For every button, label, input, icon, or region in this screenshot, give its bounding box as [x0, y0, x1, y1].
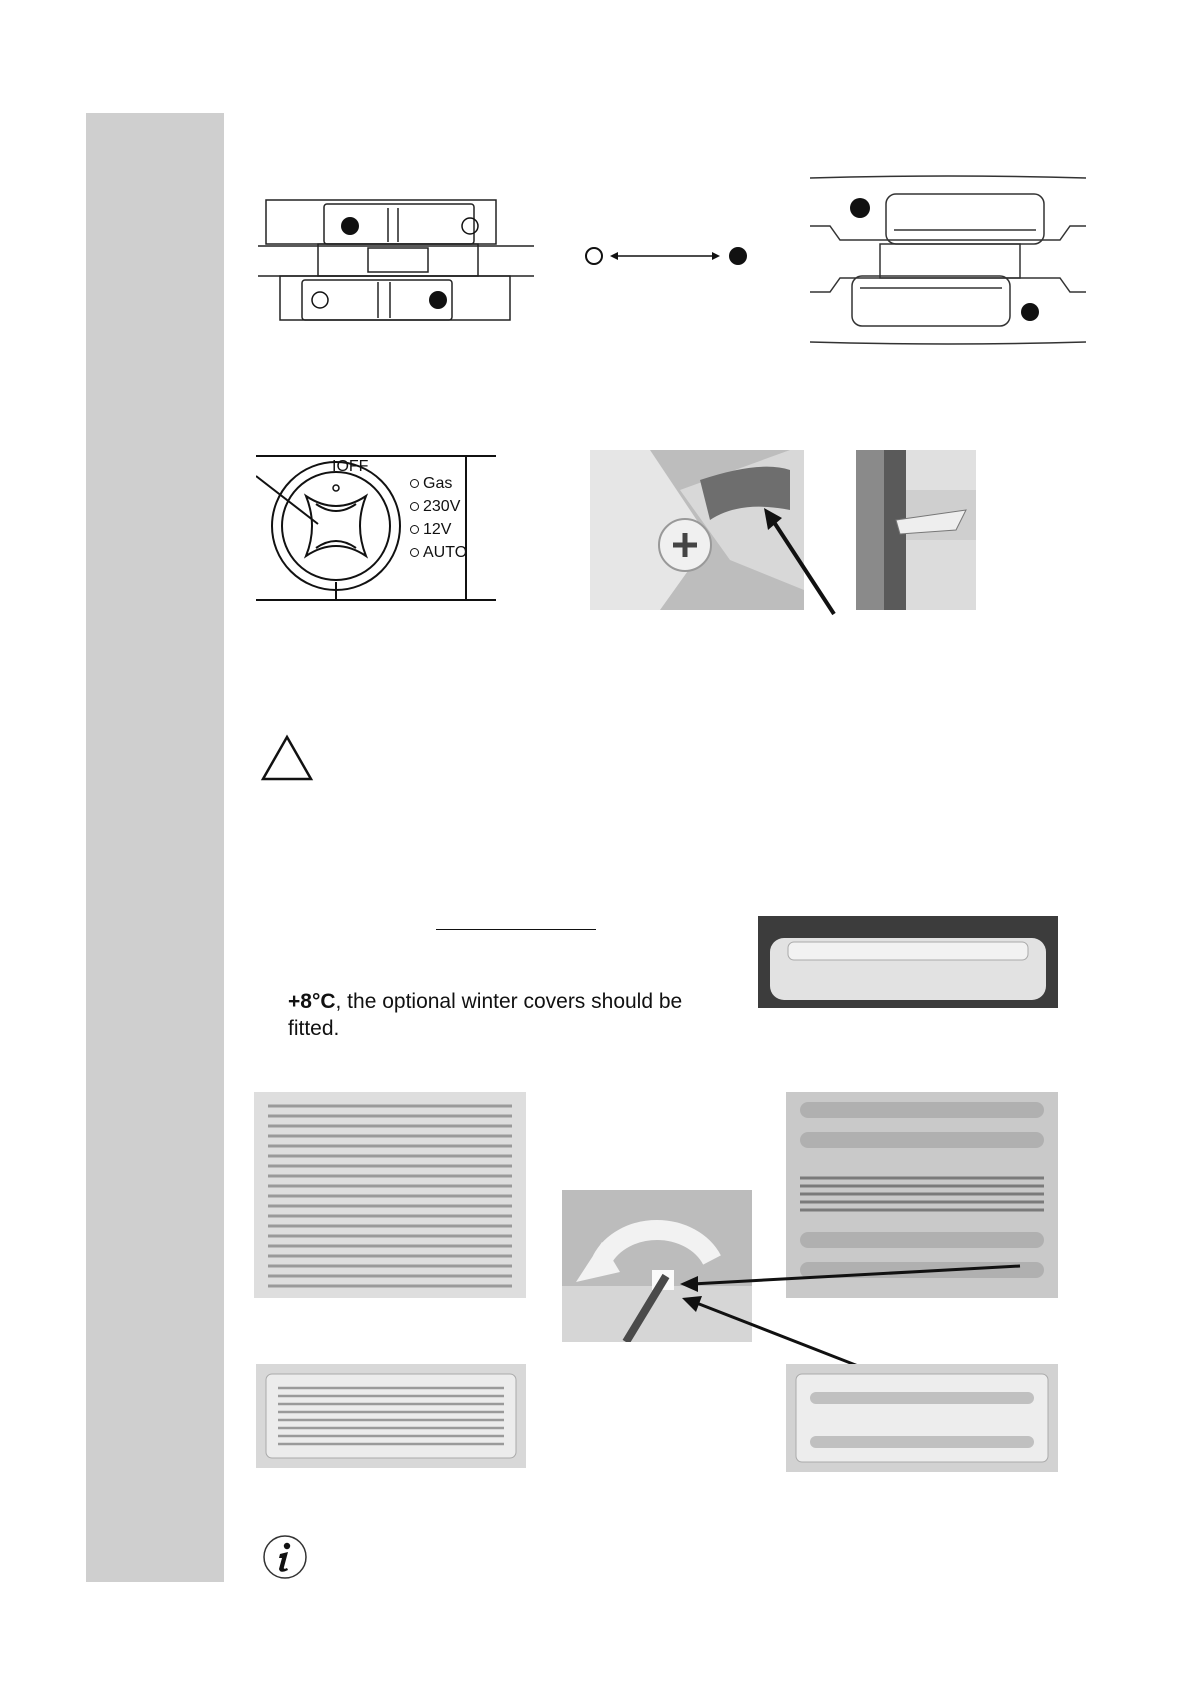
hinge-side-photo	[856, 450, 976, 610]
info-icon	[262, 1534, 308, 1580]
sidebar-band	[86, 113, 224, 1582]
ventilation-grille-photo	[254, 1092, 526, 1298]
pointer-arrow	[760, 508, 840, 618]
underline-rule	[436, 929, 596, 930]
winter-cover-photo	[758, 916, 1058, 1008]
dial-option-12v: 12V	[410, 518, 467, 541]
dial-option-gas: Gas	[410, 472, 467, 495]
hinge-diagram-right	[810, 174, 1086, 346]
small-grille-cover-photo	[786, 1364, 1058, 1472]
dial-option-auto: AUTO	[410, 541, 467, 564]
swap-arrow-icon	[584, 244, 752, 268]
dial-off-label: IOFF	[332, 458, 369, 475]
small-grille-photo	[256, 1364, 526, 1468]
dial-option-list	[410, 472, 467, 564]
hinge-diagram-left	[258, 198, 534, 326]
winter-cover-note: +8°C, the optional winter covers should be fitted.	[288, 990, 683, 1040]
warning-triangle-icon	[260, 734, 314, 782]
dial-option-230v: 230V	[410, 495, 467, 518]
